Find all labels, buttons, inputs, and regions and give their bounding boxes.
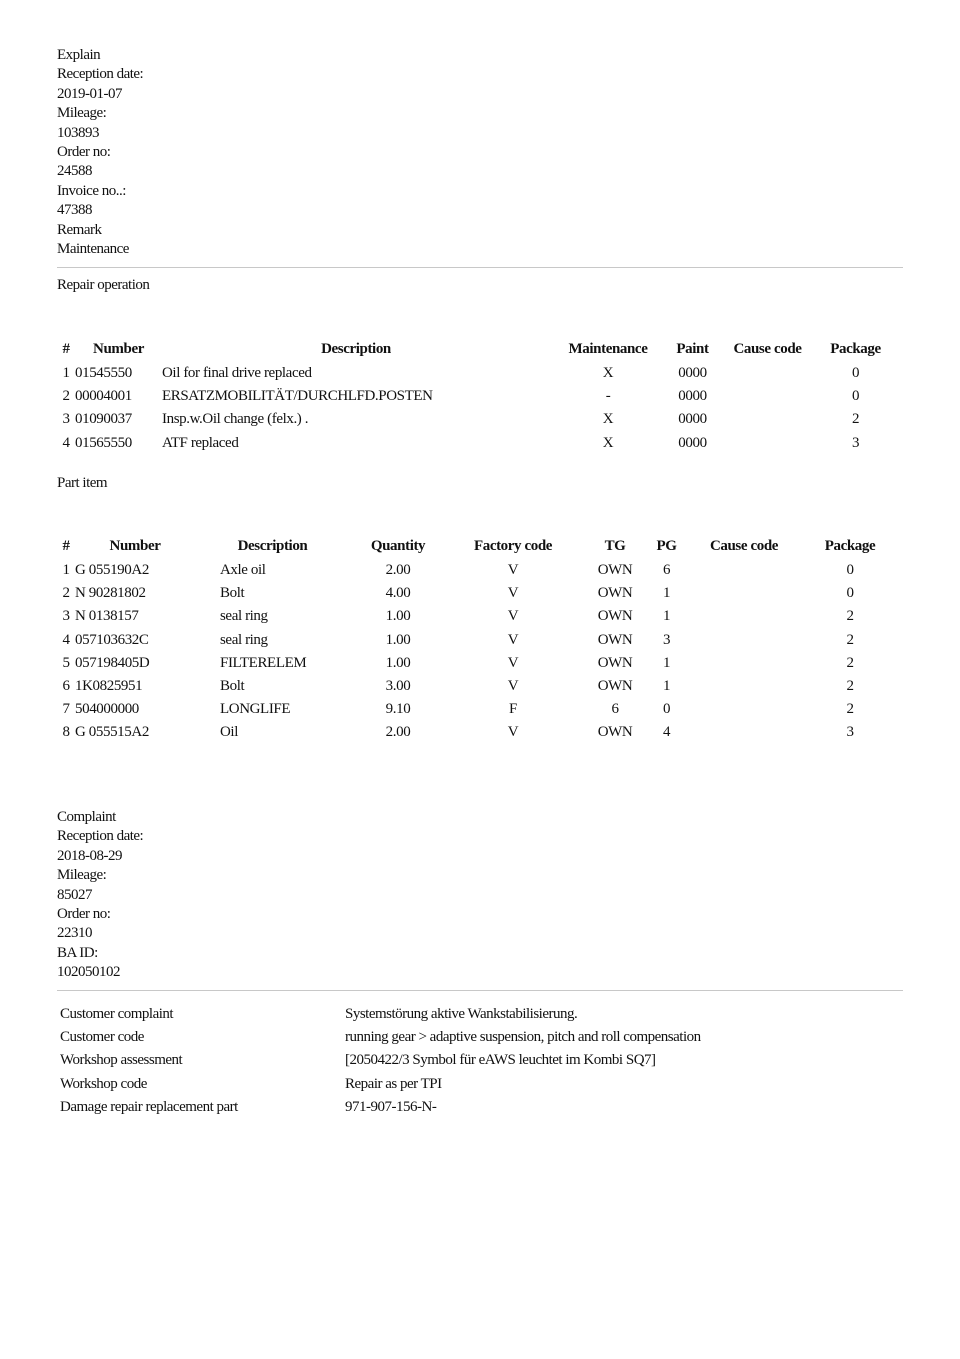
part-number: 504000000	[75, 701, 139, 718]
row-index: 5	[62, 654, 70, 671]
description: ATF replaced	[162, 434, 239, 451]
quantity: 1.00	[385, 654, 411, 671]
row-index: 4	[62, 434, 70, 451]
col-header-description: Description	[237, 537, 308, 554]
cause-code	[683, 675, 805, 698]
row-index: 3	[62, 411, 70, 428]
col-header-index: #	[62, 340, 70, 357]
col-header-paint: Paint	[676, 340, 709, 357]
explain-block	[57, 46, 143, 259]
quantity: 2.00	[385, 562, 411, 579]
table-row	[57, 629, 895, 652]
description: LONGLIFE	[220, 701, 291, 718]
list-item	[60, 1049, 905, 1072]
repair-operation-title: Repair operation	[57, 277, 150, 293]
mileage-value: 103893	[57, 124, 99, 141]
pg: 4	[662, 724, 671, 741]
tg: OWN	[597, 585, 633, 602]
cause-code	[683, 559, 805, 582]
detail-label: Workshop assessment	[60, 1052, 183, 1069]
paint-code: 0000	[678, 411, 707, 428]
row-index: 2	[62, 585, 70, 602]
row-index: 3	[62, 608, 70, 625]
col-header-description: Description	[321, 340, 391, 357]
quantity: 9.10	[385, 701, 411, 718]
factory-code: V	[507, 562, 519, 579]
package: 0	[846, 562, 854, 579]
row-index: 7	[62, 701, 70, 718]
row-index: 4	[62, 631, 70, 648]
description: FILTERELEM	[220, 654, 307, 671]
order-no-label: Order no:	[57, 906, 111, 923]
quantity: 1.00	[385, 608, 411, 625]
part-item-table	[57, 533, 895, 745]
maintenance-flag: -	[605, 388, 611, 405]
factory-code: V	[507, 724, 519, 741]
table-row	[57, 408, 895, 431]
col-header-factory-code: Factory code	[473, 537, 553, 554]
cause-code	[683, 605, 805, 628]
explain-title: Explain	[57, 47, 101, 63]
pg: 0	[662, 701, 671, 718]
quantity: 4.00	[385, 585, 411, 602]
part-number: 00004001	[75, 388, 132, 405]
col-header-index: #	[62, 537, 70, 554]
part-number: 01090037	[75, 411, 132, 428]
detail-value: Systemstörung aktive Wankstabilisierung.	[345, 1006, 578, 1023]
part-number: G 055515A2	[75, 724, 149, 741]
part-number: 057103632C	[75, 631, 149, 648]
detail-value: 971-907-156-N-	[345, 1098, 437, 1115]
table-row	[57, 385, 895, 408]
part-number: 01565550	[75, 434, 132, 451]
detail-value: Repair as per TPI	[345, 1075, 442, 1092]
maintenance-flag: X	[602, 411, 614, 428]
table-row	[57, 559, 895, 582]
table-row	[57, 652, 895, 675]
invoice-no-value: 47388	[57, 202, 92, 219]
quantity: 2.00	[385, 724, 411, 741]
mileage-label: Mileage:	[57, 105, 107, 122]
divider	[57, 267, 903, 268]
pg: 6	[662, 562, 671, 579]
tg: 6	[611, 701, 619, 718]
table-row	[57, 675, 895, 698]
table-row	[57, 698, 895, 721]
cause-code	[683, 698, 805, 721]
part-number: G 055190A2	[75, 562, 149, 579]
description: ERSATZMOBILITÄT/DURCHLFD.POSTEN	[162, 388, 433, 405]
paint-code: 0000	[678, 365, 707, 382]
description: Bolt	[220, 678, 245, 695]
complaint-block	[57, 808, 143, 983]
list-item	[60, 1003, 905, 1026]
order-no-value: 22310	[57, 925, 92, 942]
divider	[57, 990, 903, 991]
part-number: 1K0825951	[75, 678, 143, 695]
cause-code	[683, 721, 805, 744]
paint-code: 0000	[678, 388, 707, 405]
description: Insp.w.Oil change (felx.) .	[162, 411, 309, 428]
mileage-value: 85027	[57, 886, 92, 903]
complaint-title: Complaint	[57, 809, 116, 825]
mileage-label: Mileage:	[57, 867, 107, 884]
cause-code	[719, 362, 816, 385]
order-no-label: Order no:	[57, 144, 111, 161]
col-header-quantity: Quantity	[370, 537, 426, 554]
pg: 1	[662, 608, 671, 625]
col-header-tg: TG	[604, 537, 626, 554]
detail-label: Customer complaint	[60, 1006, 174, 1023]
ba-id-label: BA ID:	[57, 944, 98, 961]
tg: OWN	[597, 608, 633, 625]
cause-code	[719, 408, 816, 431]
tg: OWN	[597, 631, 633, 648]
description: Oil for final drive replaced	[162, 365, 312, 382]
repair-operation-table	[57, 336, 895, 455]
description: Oil	[220, 724, 238, 741]
factory-code: V	[507, 608, 519, 625]
package: 2	[846, 608, 854, 625]
row-index: 2	[62, 388, 70, 405]
detail-label: Damage repair replacement part	[60, 1098, 238, 1115]
factory-code: F	[509, 701, 517, 718]
tg: OWN	[597, 724, 633, 741]
factory-code: V	[507, 631, 519, 648]
table-row	[57, 582, 895, 605]
factory-code: V	[507, 678, 519, 695]
part-number: N 0138157	[75, 608, 139, 625]
table-header-row	[57, 533, 895, 559]
description: Bolt	[220, 585, 245, 602]
col-header-cause-code: Cause code	[709, 537, 779, 554]
remark-label: Remark	[57, 221, 102, 238]
col-header-cause-code: Cause code	[733, 340, 802, 357]
col-header-pg: PG	[656, 537, 677, 554]
package: 2	[846, 678, 854, 695]
part-number: 057198405D	[75, 654, 150, 671]
reception-date-value: 2019-01-07	[57, 85, 122, 102]
tg: OWN	[597, 654, 633, 671]
maintenance-flag: X	[602, 434, 614, 451]
package: 3	[846, 724, 854, 741]
tg: OWN	[597, 678, 633, 695]
package: 3	[851, 434, 860, 451]
col-header-number: Number	[93, 340, 144, 357]
cause-code	[683, 629, 805, 652]
cause-code	[683, 582, 805, 605]
factory-code: V	[507, 585, 519, 602]
package: 2	[846, 631, 854, 648]
table-row	[57, 605, 895, 628]
package: 2	[846, 701, 854, 718]
pg: 3	[662, 631, 671, 648]
table-row	[57, 721, 895, 744]
list-item	[60, 1096, 905, 1119]
row-index: 6	[62, 678, 70, 695]
table-row	[57, 362, 895, 385]
quantity: 3.00	[385, 678, 411, 695]
invoice-no-label: Invoice no..:	[57, 182, 126, 199]
reception-date-label: Reception date:	[57, 828, 144, 845]
remark-value: Maintenance	[57, 241, 129, 258]
tg: OWN	[597, 562, 633, 579]
pg: 1	[662, 585, 671, 602]
quantity: 1.00	[385, 631, 411, 648]
package: 0	[846, 585, 854, 602]
list-item	[60, 1026, 905, 1049]
factory-code: V	[507, 654, 519, 671]
reception-date-label: Reception date:	[57, 66, 144, 83]
pg: 1	[662, 654, 671, 671]
row-index: 8	[62, 724, 70, 741]
list-item	[60, 1073, 905, 1096]
detail-label: Workshop code	[60, 1075, 147, 1092]
description: seal ring	[220, 631, 268, 648]
package: 2	[846, 654, 854, 671]
complaint-details-table	[60, 1003, 905, 1119]
col-header-package: Package	[824, 537, 876, 554]
table-row	[57, 432, 895, 455]
description: Axle oil	[220, 562, 266, 579]
package: 0	[851, 365, 860, 382]
row-index: 1	[62, 562, 70, 579]
package: 2	[851, 411, 860, 428]
detail-value: running gear > adaptive suspension, pitch and roll compensation	[345, 1029, 701, 1046]
detail-label: Customer code	[60, 1029, 144, 1046]
ba-id-value: 102050102	[57, 964, 120, 981]
description: seal ring	[220, 608, 268, 625]
table-header-row	[57, 336, 895, 362]
order-no-value: 24588	[57, 163, 92, 180]
col-header-maintenance: Maintenance	[568, 340, 648, 357]
package: 0	[851, 388, 860, 405]
row-index: 1	[62, 365, 70, 382]
maintenance-flag: X	[602, 365, 614, 382]
cause-code	[719, 385, 816, 408]
part-number: 01545550	[75, 365, 132, 382]
part-item-title: Part item	[57, 475, 108, 491]
part-number: N 90281802	[75, 585, 146, 602]
cause-code	[719, 432, 816, 455]
pg: 1	[662, 678, 671, 695]
cause-code	[683, 652, 805, 675]
col-header-package: Package	[830, 340, 881, 357]
detail-value: [2050422/3 Symbol für eAWS leuchtet im Kombi SQ7]	[345, 1052, 656, 1069]
col-header-number: Number	[109, 537, 161, 554]
paint-code: 0000	[678, 434, 707, 451]
reception-date-value: 2018-08-29	[57, 847, 122, 864]
